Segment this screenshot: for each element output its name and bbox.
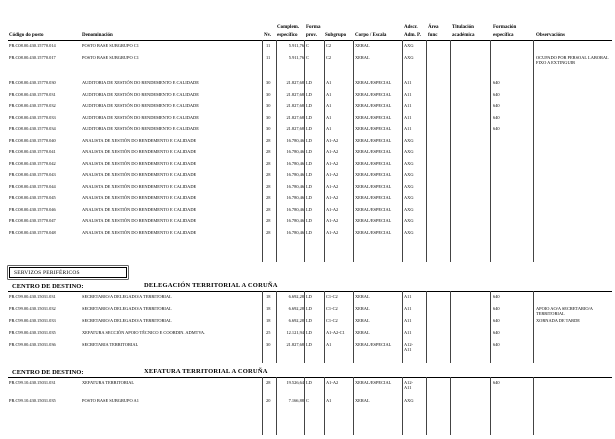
cell-cesp: 16.780,46 xyxy=(286,183,304,189)
cell-den: ANALISTA DE XESTIÓN DO RENDEMENTO E CALIDADE xyxy=(82,172,197,177)
cell-den: ANALISTA DE XESTIÓN DO RENDEMENTO E CALIDADE xyxy=(82,218,197,223)
section-title-box xyxy=(9,267,127,278)
cell-forma: C xyxy=(306,43,309,48)
header-forma-bot: prov. xyxy=(306,33,317,38)
cell-cesp: 16.780,46 xyxy=(286,172,304,177)
header-rule xyxy=(8,40,612,41)
cell-corpo: XERAL xyxy=(355,306,370,311)
centro2-rule xyxy=(8,377,612,378)
cell-sub: A1 xyxy=(326,80,332,85)
cell-forma: LD xyxy=(306,114,312,120)
cell-corpo: XERAL/ESPECIAL xyxy=(355,103,392,108)
cell-forma: LD xyxy=(306,172,312,177)
cell-cesp: 16.780,46 xyxy=(286,229,304,235)
cell-forma: LD xyxy=(306,342,312,347)
cell-code: PR.C08.00.430.15770.030 xyxy=(9,80,56,85)
cell-adsc: AXG xyxy=(404,195,414,200)
centro-destino-name-1: DELEGACIÓN TERRITORIAL A CORUÑA xyxy=(144,282,278,289)
cell-den: SECRETARIO/A DELEGADO/A TERRITORIAL xyxy=(82,306,172,311)
cell-corpo: XERAL/ESPECIAL xyxy=(355,229,392,235)
cell-sub: C1-C2 xyxy=(326,318,338,323)
cell-nv: 18 xyxy=(266,294,271,299)
header-adscr-top: Adscr. xyxy=(404,25,418,30)
cell-den: XEFATURA SECCIÓN APOIO TÉCNICO E COORDIN. ADMTVA. xyxy=(82,330,206,335)
cell-den: POSTO BASE SUBGRUPO C1 xyxy=(82,55,139,60)
cell-adsc: A11 xyxy=(404,91,412,97)
cell-code: PR.C99.00.430.15031.035 xyxy=(9,330,56,335)
cell-nv: 11 xyxy=(266,43,271,48)
cell-nv: 30 xyxy=(266,103,271,108)
cell-den: AUDITORIA DE XESTIÓN DO RENDEMENTO E CALIDADE xyxy=(82,80,199,85)
cell-forma: C xyxy=(306,398,309,403)
cell-forma: LD xyxy=(306,206,312,212)
cell-adsc: AXG xyxy=(404,160,414,166)
cell-nv: 28 xyxy=(266,206,271,212)
table-row xyxy=(0,294,615,304)
cell-forma: LD xyxy=(306,306,312,311)
cell-cesp: 6.692,28 xyxy=(288,294,304,299)
header-area-bot: func xyxy=(428,33,438,38)
cell-adsc: A11 xyxy=(404,126,412,131)
cell-adsc: A11 xyxy=(404,294,412,299)
cell-nv: 28 xyxy=(266,218,271,223)
table-row xyxy=(0,330,615,340)
cell-den: ANALISTA DE XESTIÓN DO RENDEMENTO E CALIDADE xyxy=(82,195,197,200)
cell-sub: A1 xyxy=(326,91,332,97)
cell-cesp: 16.780,46 xyxy=(286,206,304,212)
cell-adsc: A11 xyxy=(404,318,412,323)
cell-cesp: 21.827,68 xyxy=(286,114,304,120)
cell-adsc: AXG xyxy=(404,55,414,60)
cell-adsc: A12-A11 xyxy=(404,342,414,352)
cell-corpo: XERAL/ESPECIAL xyxy=(355,172,392,177)
cell-code: PR.C08.00.430.15770.041 xyxy=(9,149,56,154)
cell-den: SECRETARIO/A DELEGADO/A TERRITORIAL xyxy=(82,318,172,323)
cell-adsc: AXG xyxy=(404,137,414,143)
table-row xyxy=(0,126,615,136)
cell-sub: A1 xyxy=(326,342,332,347)
cell-nv: 30 xyxy=(266,114,271,120)
cell-code: PR.C08.00.430.15770.031 xyxy=(9,91,56,97)
cell-corpo: XERAL/ESPECIAL xyxy=(355,137,392,143)
cell-form: 640 xyxy=(493,294,500,299)
cell-corpo: XERAL xyxy=(355,43,370,48)
cell-cesp: 21.827,68 xyxy=(286,103,304,108)
cell-adsc: A11 xyxy=(404,114,412,120)
cell-sub: C2 xyxy=(326,43,332,48)
cell-cesp: 21.827,68 xyxy=(286,126,304,131)
cell-cesp: 21.827,68 xyxy=(286,91,304,97)
cell-sub: A1-A2 xyxy=(326,229,339,235)
cell-form: 640 xyxy=(493,126,500,131)
cell-sub: A1-A2 xyxy=(326,172,339,177)
cell-code: PR.C08.00.430.15770.042 xyxy=(9,160,56,166)
cell-cesp: 6.692,28 xyxy=(288,318,304,323)
table-row xyxy=(0,318,615,328)
cell-nv: 28 xyxy=(266,380,271,385)
cell-corpo: XERAL xyxy=(355,330,370,335)
cell-adsc: AXG xyxy=(404,206,414,212)
cell-sub: A1-A2 xyxy=(326,380,339,385)
cell-cesp: 16.780,46 xyxy=(286,149,304,154)
cell-cesp: 7.166,88 xyxy=(288,398,304,403)
cell-forma: LD xyxy=(306,137,312,143)
cell-sub: A1-A2 xyxy=(326,137,339,143)
section-title: SERVIZOS PERIFÉRICOS xyxy=(14,269,80,276)
cell-corpo: XERAL xyxy=(355,398,370,403)
cell-adsc: AXG xyxy=(404,149,414,154)
cell-den: ANALISTA DE XESTIÓN DO RENDEMENTO E CALIDADE xyxy=(82,137,197,143)
cell-code: PR.C08.00.430.15770.017 xyxy=(9,55,56,60)
cell-form: 640 xyxy=(493,380,500,385)
table-row xyxy=(0,92,615,102)
cell-cesp: 5.911,76 xyxy=(288,55,304,60)
table-row xyxy=(0,218,615,228)
cell-form: 640 xyxy=(493,318,500,323)
cell-code: PR.C99.00.430.15031.031 xyxy=(9,294,56,299)
table-row xyxy=(0,306,615,316)
header-denominacion: Denominación xyxy=(82,33,113,38)
cell-forma: LD xyxy=(306,330,312,335)
table-row xyxy=(0,161,615,171)
header-nv: Nv. xyxy=(264,33,272,38)
cell-den: AUDITORIA DE XESTIÓN DO RENDEMENTO E CALIDADE xyxy=(82,114,199,120)
cell-nv: 11 xyxy=(266,55,271,60)
cell-corpo: XERAL xyxy=(355,55,370,60)
cell-form: 640 xyxy=(493,342,500,347)
header-formacion-top: Formación xyxy=(493,25,517,30)
cell-cesp: 5.911,76 xyxy=(288,43,304,48)
header-forma-top: Forma xyxy=(306,25,321,30)
cell-den: ANALISTA DE XESTIÓN DO RENDEMENTO E CALIDADE xyxy=(82,206,197,212)
cell-sub: A1-A2 xyxy=(326,206,339,212)
cell-forma: LD xyxy=(306,160,312,166)
cell-adsc: A12-A11 xyxy=(404,380,414,390)
cell-sub: A1 xyxy=(326,126,332,131)
cell-den: POSTO BASE SUBGRUPO A1 xyxy=(82,398,139,403)
table-row xyxy=(0,398,615,408)
cell-corpo: XERAL/ESPECIAL xyxy=(355,160,392,166)
cell-sub: A1-A2 xyxy=(326,218,339,223)
cell-forma: LD xyxy=(306,103,312,108)
cell-nv: 30 xyxy=(266,342,271,347)
header-codigo: Código do posto xyxy=(9,33,44,38)
cell-cesp: 6.692,28 xyxy=(288,306,304,311)
cell-code: PR.C08.00.430.15770.014 xyxy=(9,43,56,48)
cell-cesp: 21.827,68 xyxy=(286,342,304,347)
centro1-rule xyxy=(8,291,612,292)
table-row xyxy=(0,207,615,217)
cell-code: PR.C08.00.430.15770.045 xyxy=(9,195,56,200)
cell-obs: APOIO AO/A SECRETARIO/A TERRITORIAL xyxy=(536,306,593,316)
cell-nv: 20 xyxy=(266,398,271,403)
cell-code: PR.C08.00.430.15770.034 xyxy=(9,126,56,131)
cell-adsc: AXG xyxy=(404,183,414,189)
cell-form: 640 xyxy=(493,330,500,335)
table-row xyxy=(0,138,615,148)
cell-sub: A1-A2 xyxy=(326,160,339,166)
cell-cesp: 19.526,64 xyxy=(286,380,304,385)
cell-code: PR.C99.00.430.15031.032 xyxy=(9,306,56,311)
header-area-top: Área xyxy=(428,25,439,30)
table-row xyxy=(0,149,615,159)
cell-code: PR.C08.00.430.15770.048 xyxy=(9,229,56,235)
cell-adsc: AXG xyxy=(404,218,414,223)
cell-form: 640 xyxy=(493,80,500,85)
cell-corpo: XERAL/ESPECIAL xyxy=(355,114,392,120)
cell-forma: LD xyxy=(306,218,312,223)
table-row xyxy=(0,380,615,390)
cell-code: PR.C08.00.430.15770.046 xyxy=(9,206,56,212)
cell-corpo: XERAL xyxy=(355,318,370,323)
cell-nv: 28 xyxy=(266,149,271,154)
cell-den: ANALISTA DE XESTIÓN DO RENDEMENTO E CALIDADE xyxy=(82,160,197,166)
cell-sub: A1 xyxy=(326,103,332,108)
cell-adsc: AXG xyxy=(404,229,414,235)
cell-cesp: 21.827,68 xyxy=(286,80,304,85)
cell-nv: 28 xyxy=(266,195,271,200)
cell-sub: A1 xyxy=(326,114,332,120)
cell-code: PR.C99.10.430.15031.031 xyxy=(9,380,56,385)
table-row xyxy=(0,115,615,125)
cell-nv: 30 xyxy=(266,80,271,85)
header-titulacion-bot: académica xyxy=(452,33,475,38)
cell-corpo: XERAL/ESPECIAL xyxy=(355,218,392,223)
cell-sub: C2 xyxy=(326,55,332,60)
cell-den: AUDITORIA DE XESTIÓN DO RENDEMENTO E CALIDADE xyxy=(82,91,199,97)
cell-nv: 30 xyxy=(266,91,271,97)
cell-cesp: 16.780,46 xyxy=(286,137,304,143)
cell-den: XEFATURA TERRITORIAL xyxy=(82,380,135,385)
cell-adsc: A11 xyxy=(404,330,412,335)
cell-nv: 18 xyxy=(266,318,271,323)
cell-adsc: AXG xyxy=(404,398,414,403)
centro-destino-label-1: CENTRO DE DESTINO: xyxy=(12,283,84,290)
cell-forma: LD xyxy=(306,294,312,299)
table-row xyxy=(0,43,615,53)
cell-nv: 28 xyxy=(266,137,271,143)
cell-corpo: XERAL/ESPECIAL xyxy=(355,183,392,189)
header-complem-bot: específico xyxy=(277,33,298,38)
cell-sub: A1-A2-C1 xyxy=(326,330,345,335)
cell-code: PR.C08.00.430.15770.043 xyxy=(9,172,56,177)
cell-form: 640 xyxy=(493,114,500,120)
cell-code: PR.C99.10.430.15031.035 xyxy=(9,398,56,403)
cell-forma: LD xyxy=(306,195,312,200)
cell-nv: 30 xyxy=(266,126,271,131)
cell-den: AUDITORIA DE XESTIÓN DO RENDEMENTO E CALIDADE xyxy=(82,126,199,131)
cell-forma: LD xyxy=(306,80,312,85)
table-row xyxy=(0,103,615,113)
cell-code: PR.C99.00.430.15031.036 xyxy=(9,342,56,347)
header-subgrupo: Subgrupo xyxy=(325,33,347,38)
cell-corpo: XERAL/ESPECIAL xyxy=(355,342,392,347)
cell-forma: LD xyxy=(306,149,312,154)
cell-form: 640 xyxy=(493,91,500,97)
header-adscr-bot: Adm. P. xyxy=(404,33,421,38)
table-row xyxy=(0,55,615,65)
cell-corpo: XERAL/ESPECIAL xyxy=(355,91,392,97)
cell-nv: 28 xyxy=(266,160,271,166)
cell-code: PR.C08.00.430.15770.047 xyxy=(9,218,56,223)
cell-code: PR.C08.00.430.15770.033 xyxy=(9,114,56,120)
table-row xyxy=(0,80,615,90)
cell-adsc: A11 xyxy=(404,103,412,108)
cell-nv: 28 xyxy=(266,172,271,177)
cell-den: SECRETARIO/A DELEGADO/A TERRITORIAL xyxy=(82,294,172,299)
cell-code: PR.C08.00.430.15770.040 xyxy=(9,137,56,143)
cell-den: ANALISTA DE XESTIÓN DO RENDEMENTO E CALIDADE xyxy=(82,149,197,154)
cell-corpo: XERAL/ESPECIAL xyxy=(355,149,392,154)
cell-adsc: A11 xyxy=(404,80,412,85)
cell-forma: LD xyxy=(306,126,312,131)
cell-corpo: XERAL/ESPECIAL xyxy=(355,206,392,212)
cell-nv: 28 xyxy=(266,183,271,189)
cell-obs: XORNADA DE TARDE xyxy=(536,318,580,323)
cell-nv: 18 xyxy=(266,306,271,311)
cell-forma: LD xyxy=(306,91,312,97)
table-row xyxy=(0,184,615,194)
cell-corpo: XERAL/ESPECIAL xyxy=(355,380,392,385)
cell-den: ANALISTA DE XESTIÓN DO RENDEMENTO E CALIDADE xyxy=(82,183,197,189)
cell-corpo: XERAL/ESPECIAL xyxy=(355,80,392,85)
header-corpo: Corpo / Escala xyxy=(355,33,387,38)
cell-sub: C1-C2 xyxy=(326,306,338,311)
cell-code: PR.C99.00.430.15031.033 xyxy=(9,318,56,323)
cell-corpo: XERAL/ESPECIAL xyxy=(355,195,392,200)
centro-destino-name-2: XEFATURA TERRITORIAL A CORUÑA xyxy=(144,368,268,375)
table-row xyxy=(0,230,615,240)
cell-sub: A1 xyxy=(326,398,332,403)
cell-den: AUDITORIA DE XESTIÓN DO RENDEMENTO E CALIDADE xyxy=(82,103,199,108)
cell-cesp: 16.780,46 xyxy=(286,160,304,166)
cell-sub: A1-A2 xyxy=(326,183,339,189)
cell-form: 640 xyxy=(493,306,500,311)
cell-cesp: 12.121,94 xyxy=(286,330,304,335)
table-row xyxy=(0,195,615,205)
cell-nv: 25 xyxy=(266,330,271,335)
cell-cesp: 16.780,46 xyxy=(286,218,304,223)
cell-corpo: XERAL xyxy=(355,294,370,299)
cell-corpo: XERAL/ESPECIAL xyxy=(355,126,392,131)
cell-sub: A1-A2 xyxy=(326,149,339,154)
header-complem-top: Complem. xyxy=(277,25,300,30)
table-row xyxy=(0,342,615,352)
cell-adsc: AXG xyxy=(404,43,414,48)
cell-forma: LD xyxy=(306,183,312,189)
cell-adsc: AXG xyxy=(404,172,414,177)
table-row xyxy=(0,172,615,182)
cell-den: SECRETARIA TERRITORIAL xyxy=(82,342,139,347)
cell-code: PR.C08.00.430.15770.044 xyxy=(9,183,56,189)
cell-cesp: 16.780,46 xyxy=(286,195,304,200)
header-observacions: Observacións xyxy=(536,33,565,38)
cell-forma: LD xyxy=(306,318,312,323)
cell-sub: A1-A2 xyxy=(326,195,339,200)
header-formacion-bot: específica xyxy=(493,33,514,38)
cell-code: PR.C08.00.430.15770.032 xyxy=(9,103,56,108)
cell-adsc: A11 xyxy=(404,306,412,311)
cell-den: POSTO BASE SUBGRUPO C1 xyxy=(82,43,139,48)
header-titulacion-top: Titulación xyxy=(452,25,474,30)
cell-nv: 28 xyxy=(266,229,271,235)
cell-den: ANALISTA DE XESTIÓN DO RENDEMENTO E CALIDADE xyxy=(82,229,197,235)
cell-forma: C xyxy=(306,55,309,60)
cell-obs: OCUPADO POR PERSOAL LABORAL FIXO A EXTINGUIR xyxy=(536,55,609,65)
centro-destino-label-2: CENTRO DE DESTINO: xyxy=(12,369,84,376)
cell-sub: C1-C2 xyxy=(326,294,338,299)
cell-forma: LD xyxy=(306,380,312,385)
cell-form: 640 xyxy=(493,103,500,108)
cell-forma: LD xyxy=(306,229,312,235)
